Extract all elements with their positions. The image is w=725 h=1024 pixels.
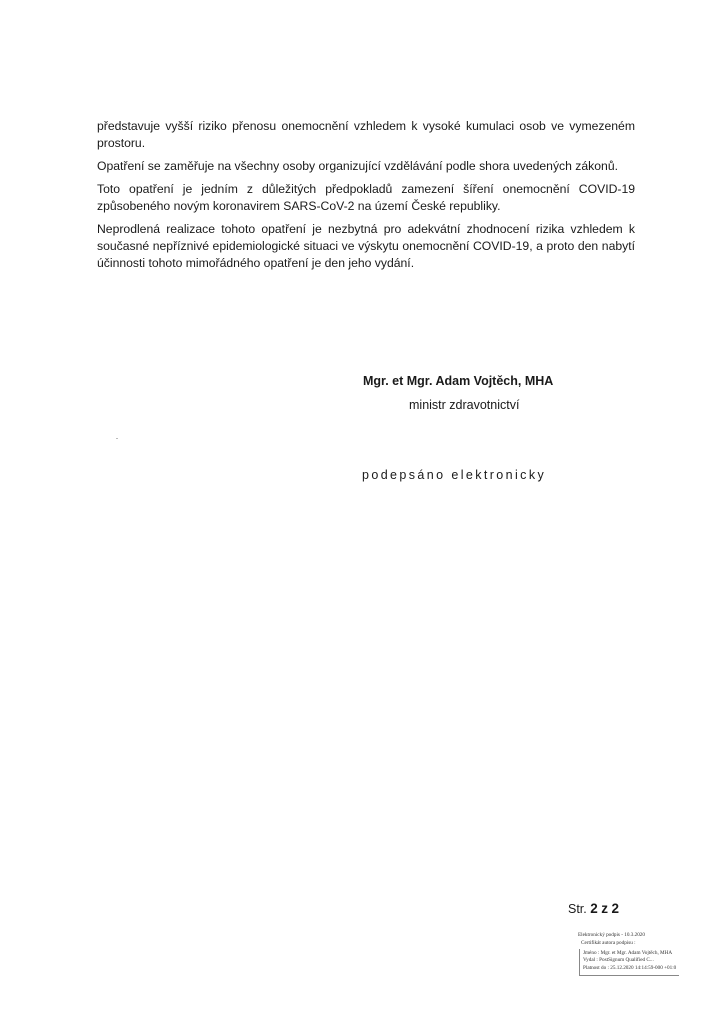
- body-text: [97, 118, 635, 278]
- page-number: [568, 901, 619, 916]
- esign-line-4: Vydal : PostSignum Qualified C...: [583, 957, 654, 964]
- signatory-name: Mgr. et Mgr. Adam Vojtěch, MHA: [363, 374, 554, 388]
- esign-line-1: Elektronický podpis - 10.3.2020: [578, 932, 645, 938]
- paragraph-3: Toto opatření je jedním z důležitých předpokladů zamezení šíření onemocnění COVID-19 způsobeného novým koronavirem SARS-CoV-2 na území České republiky.: [97, 182, 635, 213]
- esign-line-2: Certifikát autora podpisu :: [581, 939, 636, 946]
- scan-speck: [116, 438, 118, 439]
- signatory-role: ministr zdravotnictví: [409, 398, 520, 412]
- paragraph-4: Neprodlená realizace tohoto opatření je nezbytná pro adekvátní zhodnocení rizika vzhledem k současné nepříznivé epidemiologické situaci ve výskytu onemocnění COVID-19, a proto den nabytí účinnosti tohoto mimořádného opatření je den jeho vydání.: [97, 222, 635, 270]
- page-number-current: 2: [590, 901, 598, 916]
- paragraph-2: Opatření se zaměřuje na všechny osoby organizující vzdělávání podle shora uvedených zákonů.: [97, 159, 618, 173]
- page-number-total: 2: [611, 901, 619, 916]
- electronic-signature-block: [578, 932, 679, 976]
- esign-line-3: Jméno : Mgr. et Mgr. Adam Vojtěch, MHA: [583, 949, 673, 956]
- page-number-prefix: Str.: [568, 902, 587, 916]
- paragraph-1: představuje vyšší riziko přenosu onemocnění vzhledem k vysoké kumulaci osob ve vymezeném prostoru.: [97, 119, 635, 150]
- esign-certificate-box: [579, 949, 679, 976]
- signed-electronically-note: podepsáno elektronicky: [362, 468, 547, 482]
- esign-line-5: Platnost do : 25.12.2020 14:14:59-000 +01:0: [583, 965, 677, 972]
- page-number-separator: z: [601, 901, 608, 916]
